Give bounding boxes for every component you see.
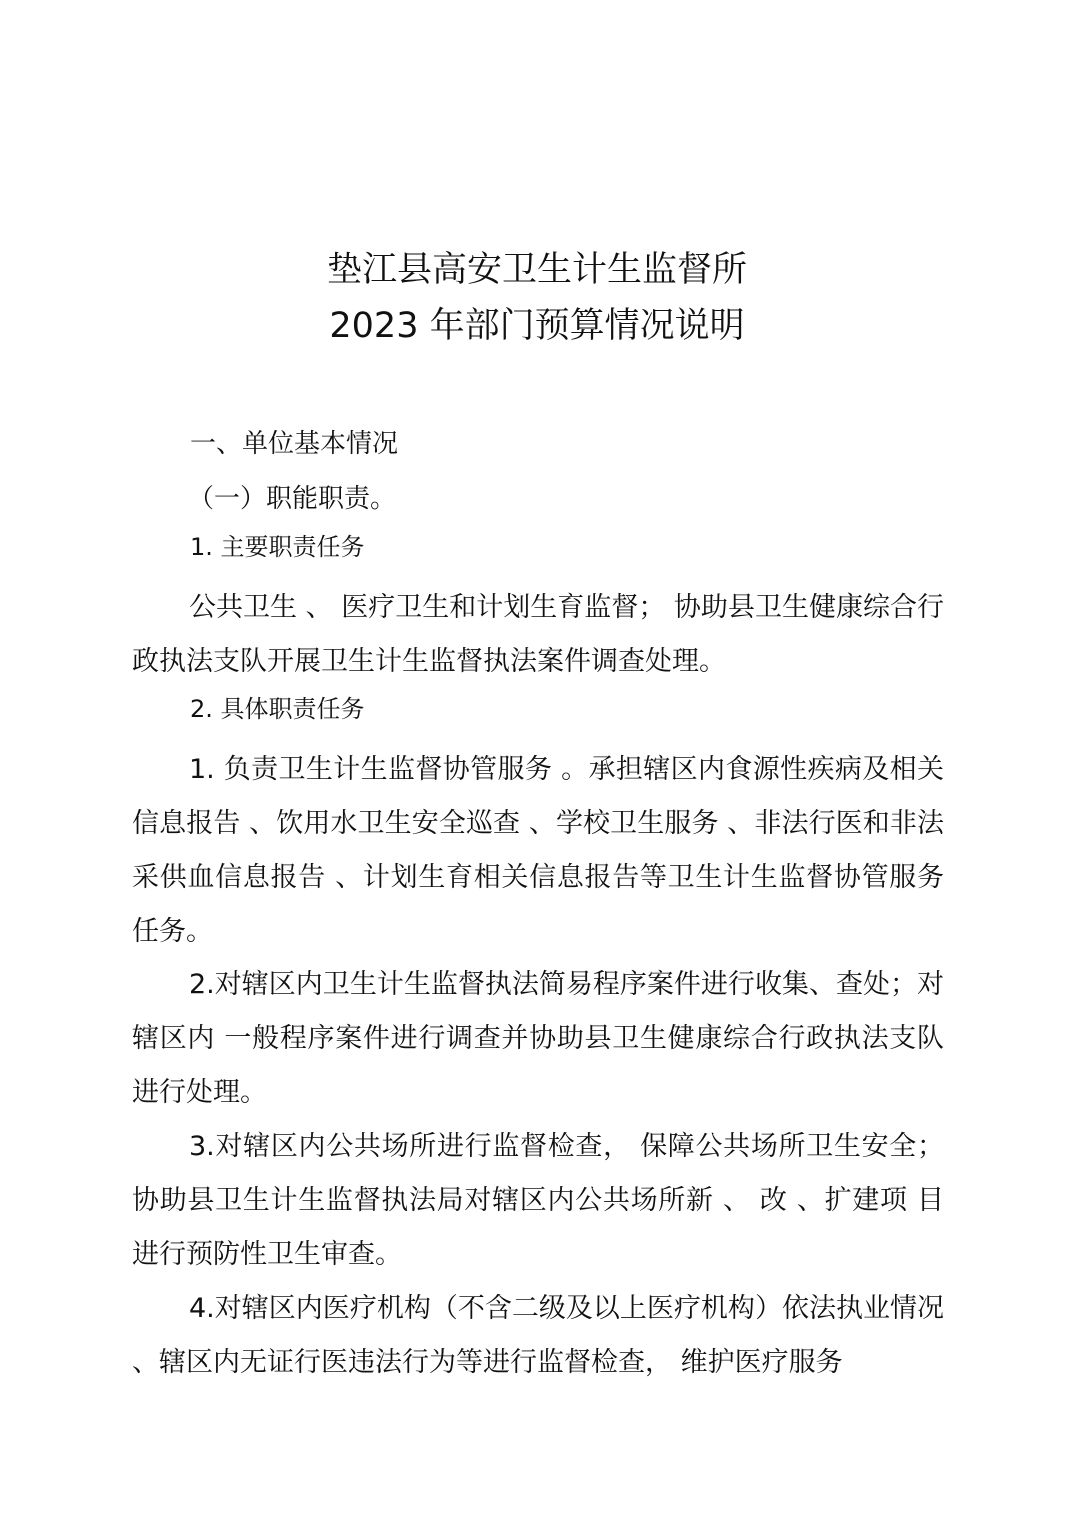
- item-heading-specific-duties: 2. 具体职责任务: [190, 695, 365, 723]
- main-duties-paragraph: 公共卫生 、 医疗卫生和计划生育监督； 协助县卫生健康综合行政执法支队开展卫生计生监督执法案件调查处理。: [132, 592, 944, 677]
- duty-paragraph-1: 1. 负责卫生计生监督协管服务 。承担辖区内食源性疾病及相关信息报告 、饮用水卫生安全巡查 、学校卫生服务 、非法行医和非法采供血信息报告 、计划生育相关信息报告等卫生计生监督协管服务任务。: [132, 754, 944, 947]
- duty-paragraph-3: 3.对辖区内公共场所进行监督检查， 保障公共场所卫生安全；协助县卫生计生监督执法局对辖区内公共场所新 、 改 、扩建项 目进行预防性卫生审查。: [132, 1131, 944, 1270]
- duty-paragraph-4: 4.对辖区内医疗机构（不含二级及以上医疗机构）依法执业情况 、辖区内无证行医违法行为等进行监督检查， 维护医疗服务: [132, 1293, 944, 1378]
- document-title-line-2: 2023 年部门预算情况说明: [329, 306, 745, 346]
- section-heading-basic-info: 一、单位基本情况: [190, 429, 399, 459]
- item-heading-main-duties: 1. 主要职责任务: [190, 533, 365, 561]
- document-title-line-1: 垫江县高安卫生计生监督所: [326, 250, 747, 290]
- duty-paragraph-2: 2.对辖区内卫生计生监督执法简易程序案件进行收集、查处；对辖区内 一般程序案件进行调查并协助县卫生健康综合行政执法支队进行处理。: [132, 969, 944, 1108]
- subsection-heading-functions: （一）职能职责。: [188, 484, 397, 514]
